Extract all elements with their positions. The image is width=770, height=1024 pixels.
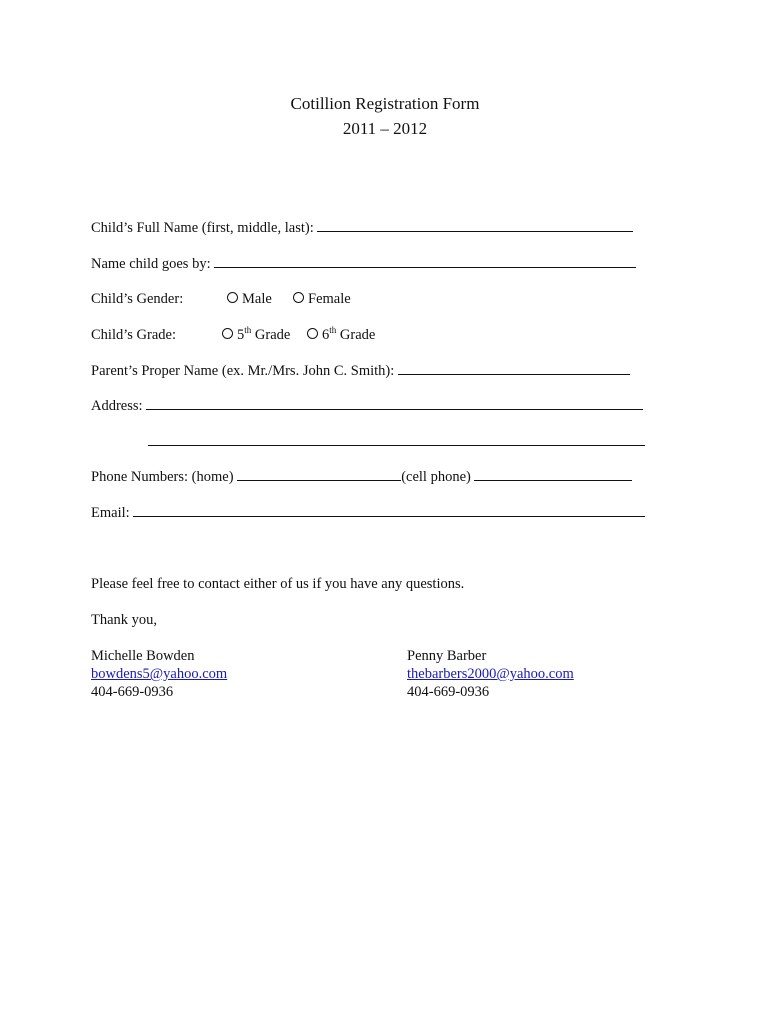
address-label: Address: <box>91 398 143 414</box>
grade-6-number: 6 <box>322 327 330 343</box>
email-field[interactable] <box>133 515 645 517</box>
gender-female-label: Female <box>308 291 351 307</box>
home-phone-label: Phone Numbers: (home) <box>91 469 234 485</box>
contact-email-link[interactable]: bowdens5@yahoo.com <box>91 666 228 682</box>
grade-row <box>91 327 176 344</box>
form-year: 2011 – 2012 <box>342 119 428 138</box>
grade-6-text: Grade <box>339 327 376 343</box>
nickname-row <box>91 256 636 273</box>
home-phone-field[interactable] <box>237 479 401 481</box>
gender-male-label: Male <box>242 291 272 307</box>
parent-name-label: Parent’s Proper Name (ex. Mr./Mrs. John C. Smith): <box>91 363 395 379</box>
radio-5th-grade-icon[interactable] <box>222 328 233 339</box>
closing-thanks: Thank you, <box>91 612 158 628</box>
phone-row <box>91 469 632 486</box>
radio-female-icon[interactable] <box>293 292 304 303</box>
contact-name: Michelle Bowden <box>91 648 195 664</box>
address-row <box>91 398 643 415</box>
address-row-2 <box>148 434 645 451</box>
email-label: Email: <box>91 505 130 521</box>
cell-phone-field[interactable] <box>474 479 632 481</box>
form-title: Cotillion Registration Form <box>290 94 480 113</box>
contact-name: Penny Barber <box>407 648 487 664</box>
address-field-line1[interactable] <box>146 408 643 410</box>
closing-message: Please feel free to contact either of us if you have any questions. <box>91 576 465 592</box>
parent-name-row <box>91 363 630 380</box>
radio-male-icon[interactable] <box>227 292 238 303</box>
contact-bowden <box>91 647 227 701</box>
gender-option-male[interactable] <box>227 291 272 308</box>
contact-barber <box>407 647 574 701</box>
nickname-label: Name child goes by: <box>91 256 211 272</box>
grade-5-suffix: th <box>244 325 252 335</box>
email-row <box>91 505 645 522</box>
gender-option-female[interactable] <box>293 291 351 308</box>
gender-row <box>91 291 183 308</box>
nickname-field[interactable] <box>214 266 636 268</box>
cell-phone-label: (cell phone) <box>401 469 471 485</box>
address-field-line2[interactable] <box>148 444 645 446</box>
contact-email-link[interactable]: thebarbers2000@yahoo.com <box>407 666 574 682</box>
grade-6-suffix: th <box>329 325 337 335</box>
contact-phone: 404-669-0936 <box>407 684 490 700</box>
grade-5-text: Grade <box>254 327 291 343</box>
radio-6th-grade-icon[interactable] <box>307 328 318 339</box>
grade-option-6th[interactable] <box>307 327 375 344</box>
gender-label: Child’s Gender: <box>91 291 184 307</box>
grade-5-number: 5 <box>237 327 245 343</box>
grade-label: Child’s Grade: <box>91 327 176 343</box>
full-name-row <box>91 220 633 237</box>
full-name-label: Child’s Full Name (first, middle, last): <box>91 220 314 236</box>
full-name-field[interactable] <box>317 230 633 232</box>
grade-option-5th[interactable] <box>222 327 290 344</box>
contact-phone: 404-669-0936 <box>91 684 174 700</box>
parent-name-field[interactable] <box>398 373 630 375</box>
